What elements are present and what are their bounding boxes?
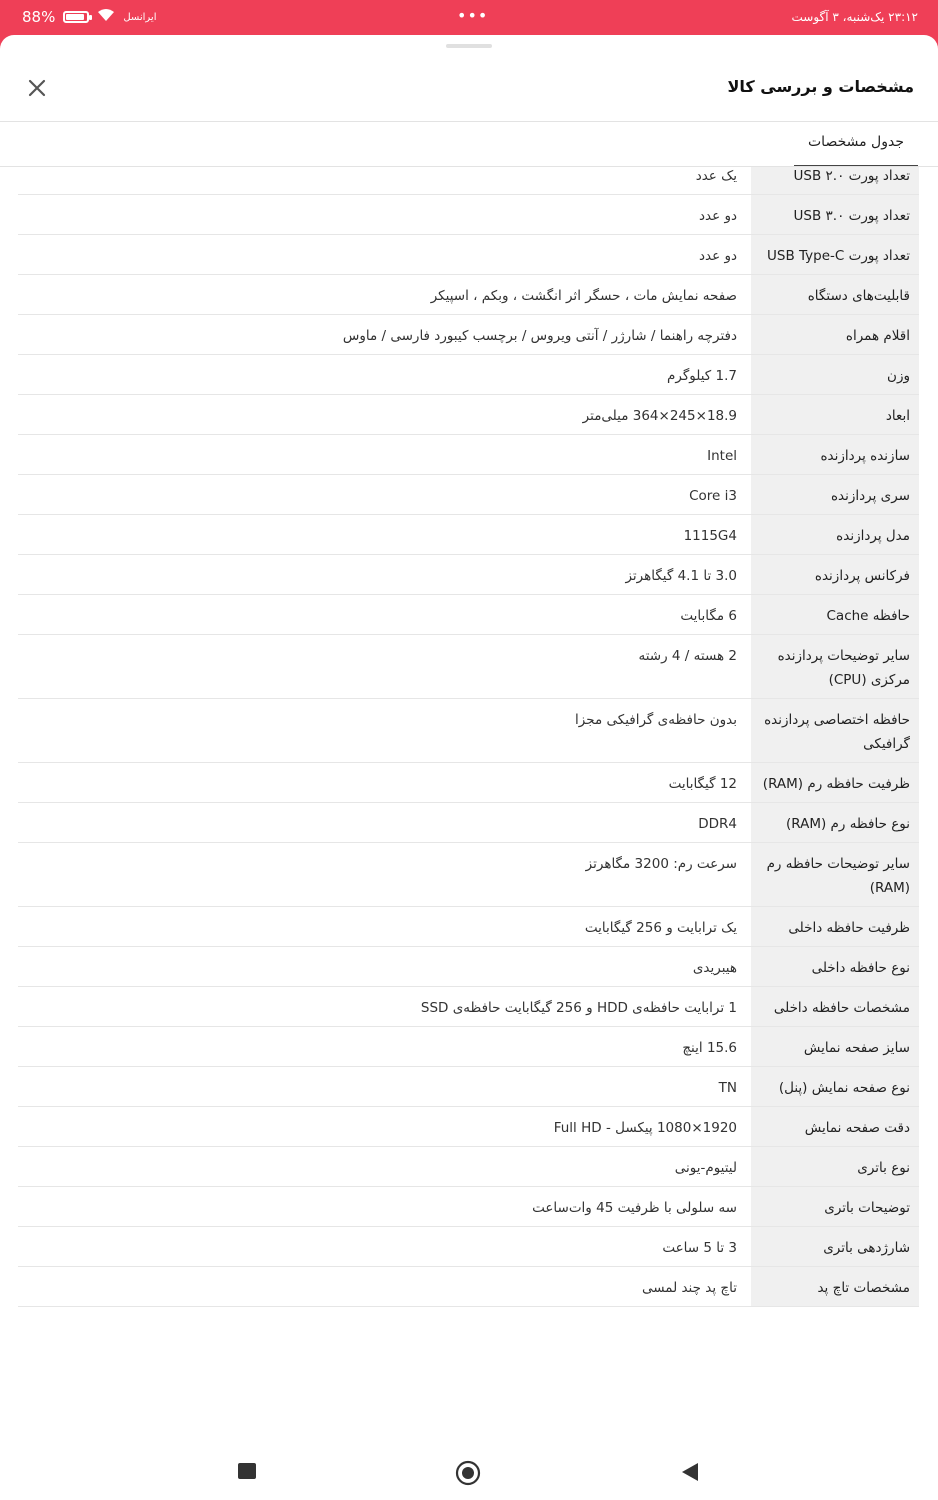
spec-key: ظرفیت حافظه داخلی [751,907,919,947]
spec-value: سرعت رم: 3200 مگاهرتز [18,843,751,907]
header-divider [0,121,938,122]
spec-row [18,1267,919,1307]
spec-row [18,595,919,635]
spec-key: تعداد پورت USB Type-C [751,235,919,275]
spec-value: 6 مگابایت [18,595,751,635]
battery-percent: 88% [22,8,56,26]
spec-key: سری پردازنده [751,475,919,515]
spec-value: 18.9×245×364 میلی‌متر [18,395,751,435]
spec-key: نوع حافظه داخلی [751,947,919,987]
spec-row [18,475,919,515]
spec-key: مشخصات تاچ پد [751,1267,919,1307]
spec-value: 3 تا 5 ساعت [18,1227,751,1267]
spec-key: سایر توضیحات حافظه رم (RAM) [751,843,919,907]
spec-value: لیتیوم-یونی [18,1147,751,1187]
spec-row [18,1107,919,1147]
close-button[interactable] [22,73,52,103]
back-triangle-icon [678,1460,702,1484]
nav-home-button[interactable] [455,1460,479,1484]
recent-square-icon [236,1460,258,1482]
wifi-icon [97,8,115,26]
spec-key: ابعاد [751,395,919,435]
status-indicators [22,8,157,26]
spec-value: TN [18,1067,751,1107]
spec-key: مشخصات حافظه داخلی [751,987,919,1027]
spec-value: 3.0 تا 4.1 گیگاهرتز [18,555,751,595]
spec-value: تاچ پد چند لمسی [18,1267,751,1307]
spec-key: سازنده پردازنده [751,435,919,475]
spec-key: دقت صفحه نمایش [751,1107,919,1147]
sheet-drag-handle[interactable] [446,44,492,48]
spec-key: ظرفیت حافظه رم (RAM) [751,763,919,803]
spec-value: هیبریدی [18,947,751,987]
spec-value: 12 گیگابایت [18,763,751,803]
spec-key: حافظه Cache [751,595,919,635]
spec-row [18,1147,919,1187]
spec-row [18,843,919,907]
spec-key: توضیحات باتری [751,1187,919,1227]
spec-row [18,355,919,395]
spec-row [18,435,919,475]
tab-specs-table[interactable]: جدول مشخصات [808,134,904,150]
more-dots-icon[interactable]: ••• [457,6,489,25]
spec-key: شارژدهی باتری [751,1227,919,1267]
spec-table [18,167,919,1307]
sheet-title: مشخصات و بررسی کالا [727,77,914,96]
spec-value: دو عدد [18,195,751,235]
status-time-date: ۲۳:۱۲ یک‌شنبه، ۳ آگوست [791,10,918,24]
spec-value: یک عدد [18,167,751,195]
spec-row [18,515,919,555]
status-bar [0,0,938,36]
nav-back-button[interactable] [678,1460,702,1484]
spec-row [18,167,919,195]
spec-value: بدون حافظه‌ی گرافیکی مجزا [18,699,751,763]
spec-value: 1115G4 [18,515,751,555]
spec-value: DDR4 [18,803,751,843]
spec-value: دو عدد [18,235,751,275]
spec-bottom-sheet [0,35,938,1500]
spec-value: یک ترابایت و 256 گیگابایت [18,907,751,947]
spec-value: Core i3 [18,475,751,515]
spec-value: 15.6 اینچ [18,1027,751,1067]
spec-key: وزن [751,355,919,395]
spec-row [18,315,919,355]
spec-row [18,803,919,843]
spec-value: سه سلولی با ظرفیت 45 وات‌ساعت [18,1187,751,1227]
close-icon [28,79,46,97]
spec-key: حافظه اختصاصی پردازنده گرافیکی [751,699,919,763]
spec-value: 2 هسته / 4 رشته [18,635,751,699]
spec-row [18,235,919,275]
spec-key: تعداد پورت USB ۲.۰ [751,167,919,195]
spec-key: سایز صفحه نمایش [751,1027,919,1067]
spec-value: Intel [18,435,751,475]
spec-row [18,763,919,803]
spec-value: دفترچه راهنما / شارژر / آنتی ویروس / برچسب کیبورد فارسی / ماوس [18,315,751,355]
spec-row [18,1027,919,1067]
spec-row [18,907,919,947]
spec-key: قابلیت‌های دستگاه [751,275,919,315]
spec-key: نوع باتری [751,1147,919,1187]
spec-row [18,395,919,435]
spec-key: نوع صفحه نمایش (پنل) [751,1067,919,1107]
spec-row [18,275,919,315]
spec-key: فرکانس پردازنده [751,555,919,595]
spec-key: سایر توضیحات پردازنده مرکزی (CPU) [751,635,919,699]
system-nav-bar [0,1443,938,1500]
spec-table-scroll[interactable] [18,167,919,1444]
home-circle-icon [455,1460,481,1486]
spec-key: مدل پردازنده [751,515,919,555]
spec-value: صفحه نمایش مات ، حسگر اثر انگشت ، وبکم ، اسپیکر [18,275,751,315]
spec-row [18,1227,919,1267]
spec-key: نوع حافظه رم (RAM) [751,803,919,843]
spec-row [18,195,919,235]
spec-value: 1920×1080 پیکسل - Full HD [18,1107,751,1147]
spec-row [18,947,919,987]
spec-row [18,1187,919,1227]
spec-row [18,699,919,763]
battery-icon [63,11,89,23]
spec-row [18,1067,919,1107]
spec-row [18,555,919,595]
spec-value: 1 ترابایت حافظه‌ی HDD و 256 گیگابایت حافظه‌ی SSD [18,987,751,1027]
spec-row [18,987,919,1027]
nav-recent-button[interactable] [236,1460,260,1484]
spec-key: تعداد پورت USB ۳.۰ [751,195,919,235]
spec-key: اقلام همراه [751,315,919,355]
spec-value: 1.7 کیلوگرم [18,355,751,395]
carrier-name: ایرانسل [123,11,157,23]
spec-row [18,635,919,699]
